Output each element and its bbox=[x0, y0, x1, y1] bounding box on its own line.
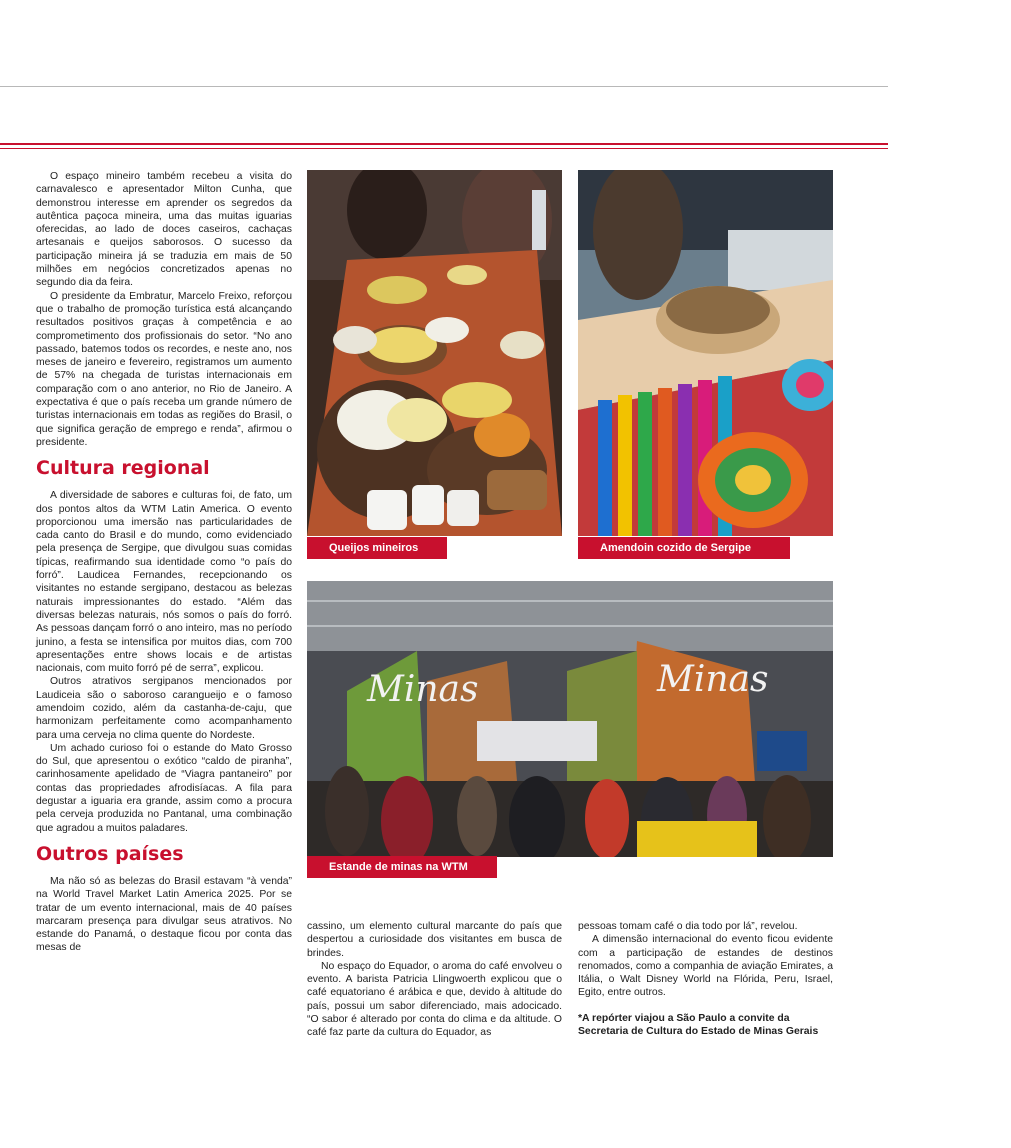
red-rule-thin bbox=[0, 148, 888, 149]
reporter-credit: *A repórter viajou a São Paulo a convite da Secretaria de Cultura do Estado de Minas Gerais bbox=[578, 1012, 819, 1038]
paragraph: A diversidade de sabores e culturas foi, de fato, um dos pontos altos da WTM Latin America. O evento proporcionou uma imersão nas particularidades de cada canto do Brasil e do mundo, como evidenciado pela presença de Sergipe, que divulgou suas comidas típicas, reafirmando sua identidade como “o país do forró”. Laudicea Fernandes, recepcionando os visitantes no estande sergipano, destacou as belezas naturais impressionantes do estado. “Além das diversas belezas naturais, nós somos o país do forró. As pessoas dançam forró o ano inteiro, mas no período junino, a festa se intensifica por muitos dias, com 700 apresentações entre shows locais e de artistas nacionais, com muito forró pé de serra”, explicou. bbox=[36, 490, 292, 675]
paragraph: Ma não só as belezas do Brasil estavam “à venda” na World Travel Market Latin America 2025. Por se tratar de um evento internacional, mais de 40 países marcaram presença para divulgar seus atrativos. No estande do Panamá, o destaque ficou por conta das mesas de bbox=[36, 875, 292, 954]
paragraph: Outros atrativos sergipanos mencionados por Laudiceia são o saboroso carangueijo e o famoso amendoim cozido, além da castanha-de-caju, que harmonizam perfeitamente como acompanhamento para uma cerveja no clima quente do Nordeste. bbox=[36, 676, 292, 741]
paragraph: O presidente da Embratur, Marcelo Freixo, reforçou que o trabalho de promoção turística está alcançando resultados positivos graças à competência e ao comprometimento dos profissionais do setor. “No ano passado, batemos todos os recordes, e neste ano, nos meses de janeiro e fevereiro, registramos um aumento de 57% na chegada de turistas internacionais em comparação com o ano anterior, no Rio de Janeiro. A expectativa é que o país receba um grande número de turistas internacionais em todas as regiões do Brasil, o que significa geração de emprego e renda”, afirmou o presidente. bbox=[36, 290, 292, 448]
paragraph: Um achado curioso foi o estande do Mato Grosso do Sul, que apresentou o exótico “caldo de piranha”, carinhosamente apelidado de “Viagra pantaneiro” por contas das propriedades afrodisíacas. A fila para degustar a iguaria era grande, assim como a procura pela cerveja produzida no Pantanal, uma combinação que agradou a muitos paladares. bbox=[36, 742, 292, 834]
section-heading-outros: Outros países bbox=[36, 842, 184, 865]
caption-amendoim: Amendoin cozido de Sergipe bbox=[578, 537, 790, 559]
article-column-2 bbox=[307, 920, 562, 1040]
red-rule bbox=[0, 143, 888, 145]
article-column-3 bbox=[578, 920, 833, 1038]
minas-sign-left: Minas bbox=[367, 669, 479, 710]
photo-queijos-mineiros bbox=[307, 170, 562, 536]
minas-sign-right: Minas bbox=[657, 659, 769, 700]
section-heading-cultura: Cultura regional bbox=[36, 457, 210, 480]
photo-estande-minas bbox=[307, 581, 833, 857]
paragraph: No espaço do Equador, o aroma do café envolveu o evento. A barista Patricia Llingwoerth explicou que o café equatoriano é arábica e que, devido à altitude do país, possui um sabor diferenciado, mais adocicado. “O sabor é alterado por conta do clima e da altitude. O café faz parte da cultura do Equador, as bbox=[307, 960, 562, 1039]
paragraph: cassino, um elemento cultural marcante do país que despertou a curiosidade dos visitantes em busca de brindes. bbox=[307, 921, 562, 959]
photo-amendoim-sergipe bbox=[578, 170, 833, 536]
paragraph: O espaço mineiro também recebeu a visita do carnavalesco e apresentador Milton Cunha, que demonstrou interesse em aprender os segredos da autêntica paçoca mineira, uma das muitas iguarias oferecidas, ao lado de doces caseiros, cachaças artesanais e queijos saborosos. O sucesso da participação mineira já se traduzia em mais de 50 milhões em negócios concretizados apenas no segundo dia da feira. bbox=[36, 171, 292, 289]
caption-queijos: Queijos mineiros bbox=[307, 537, 447, 559]
caption-estande: Estande de minas na WTM bbox=[307, 856, 497, 878]
article-column-1 bbox=[36, 170, 292, 955]
top-rule bbox=[0, 86, 888, 87]
paragraph: A dimensão internacional do evento ficou evidente com a participação de estandes de destinos renomados, como a companhia de aviação Emirates, a Itália, o Walt Disney World na Flórida, Peru, Israel, Egito, entre outros. bbox=[578, 934, 833, 999]
paragraph: pessoas tomam café o dia todo por lá”, revelou. bbox=[578, 921, 798, 932]
